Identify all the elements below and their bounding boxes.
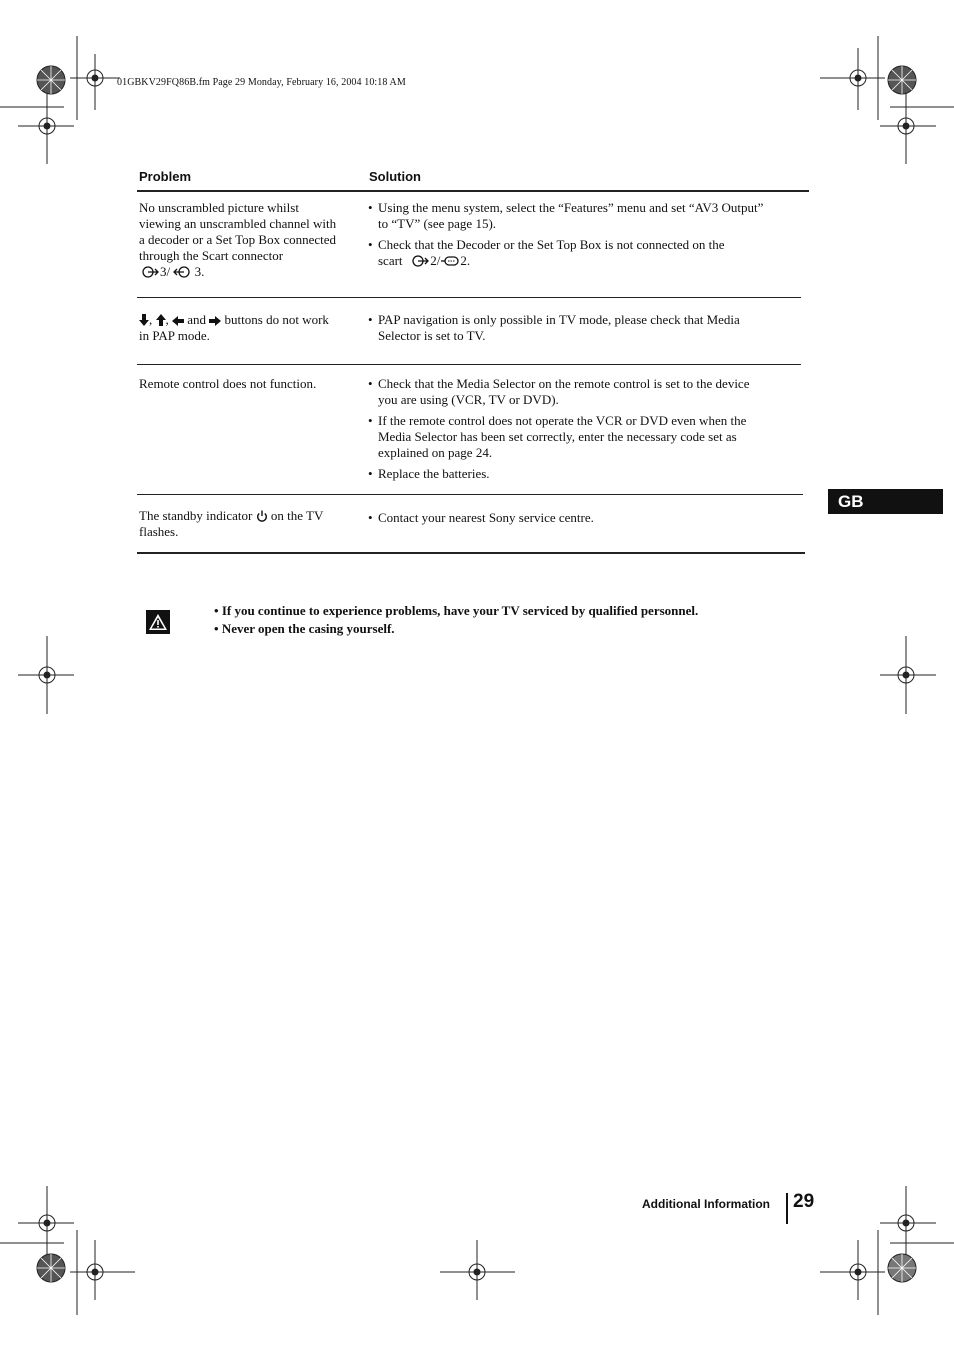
decoder-icon bbox=[440, 255, 460, 267]
solution-list bbox=[368, 510, 808, 531]
warning-item: • Never open the casing yourself. bbox=[214, 621, 395, 636]
arrow-left-icon bbox=[172, 316, 184, 326]
problem-line: viewing an unscrambled channel with bbox=[139, 216, 337, 231]
solution-item: • Check that the Decoder or the Set Top Box is not connected on the scart 2/ 2. bbox=[368, 237, 808, 269]
scart-label: scart bbox=[378, 253, 403, 268]
solution-list bbox=[368, 312, 808, 349]
file-info-header: 01GBKV29FQ86B.fm Page 29 Monday, February 16, 2004 10:18 AM bbox=[117, 77, 406, 88]
problem-cell: , , and buttons do not work in PAP mode. bbox=[139, 312, 329, 343]
solution-item: • Contact your nearest Sony service centre. bbox=[368, 510, 808, 526]
solution-item: • Using the menu system, select the “Features” menu and set “AV3 Output” to “TV” (see page 15). bbox=[368, 200, 808, 232]
scart-input-icon bbox=[142, 266, 160, 278]
warning-icon bbox=[146, 610, 170, 634]
footer-divider bbox=[786, 1193, 788, 1224]
row-divider bbox=[137, 494, 803, 495]
solution-item: • Check that the Media Selector on the remote control is set to the device you are using (VCR, TV or DVD). bbox=[368, 376, 808, 408]
solution-list bbox=[368, 376, 808, 487]
row-divider bbox=[137, 297, 801, 298]
standby-power-icon bbox=[256, 510, 268, 522]
warning-item: • If you continue to experience problems, have your TV serviced by qualified personnel. bbox=[214, 603, 699, 618]
footer-section-title: Additional Information bbox=[642, 1197, 770, 1211]
scart-input-icon bbox=[412, 255, 430, 267]
column-header-problem: Problem bbox=[139, 169, 192, 184]
problem-cell: The standby indicator on the TV flashes. bbox=[139, 508, 324, 539]
warning-list bbox=[214, 602, 698, 638]
arrow-down-icon bbox=[139, 314, 149, 326]
scart-output-icon bbox=[173, 266, 191, 278]
problem-line: No unscrambled picture whilst bbox=[139, 200, 299, 215]
table-bottom-rule bbox=[137, 552, 805, 554]
arrow-right-icon bbox=[209, 316, 221, 326]
language-tab: GB bbox=[828, 489, 943, 514]
connector-end: 3. bbox=[194, 264, 205, 279]
page-number: 29 bbox=[793, 1191, 815, 1212]
solution-item: • Replace the batteries. bbox=[368, 466, 808, 482]
problem-line: through the Scart connector bbox=[139, 248, 284, 263]
solution-item: • PAP navigation is only possible in TV mode, please check that Media Selector is set to TV. bbox=[368, 312, 808, 344]
solution-item: • If the remote control does not operate the VCR or DVD even when the Media Selector has been set correctly, enter the necessary code set as explained on page 24. bbox=[368, 413, 808, 461]
solution-list bbox=[368, 200, 808, 274]
problem-line bbox=[139, 264, 364, 280]
header-rule bbox=[137, 190, 809, 192]
problem-cell: Remote control does not function. bbox=[139, 376, 317, 391]
arrow-up-icon bbox=[156, 314, 166, 326]
connector-text: 3/ bbox=[160, 264, 171, 279]
row-divider bbox=[137, 364, 801, 365]
problem-line: a decoder or a Set Top Box connected bbox=[139, 232, 337, 247]
problem-cell bbox=[139, 200, 364, 280]
column-header-solution: Solution bbox=[369, 169, 421, 184]
